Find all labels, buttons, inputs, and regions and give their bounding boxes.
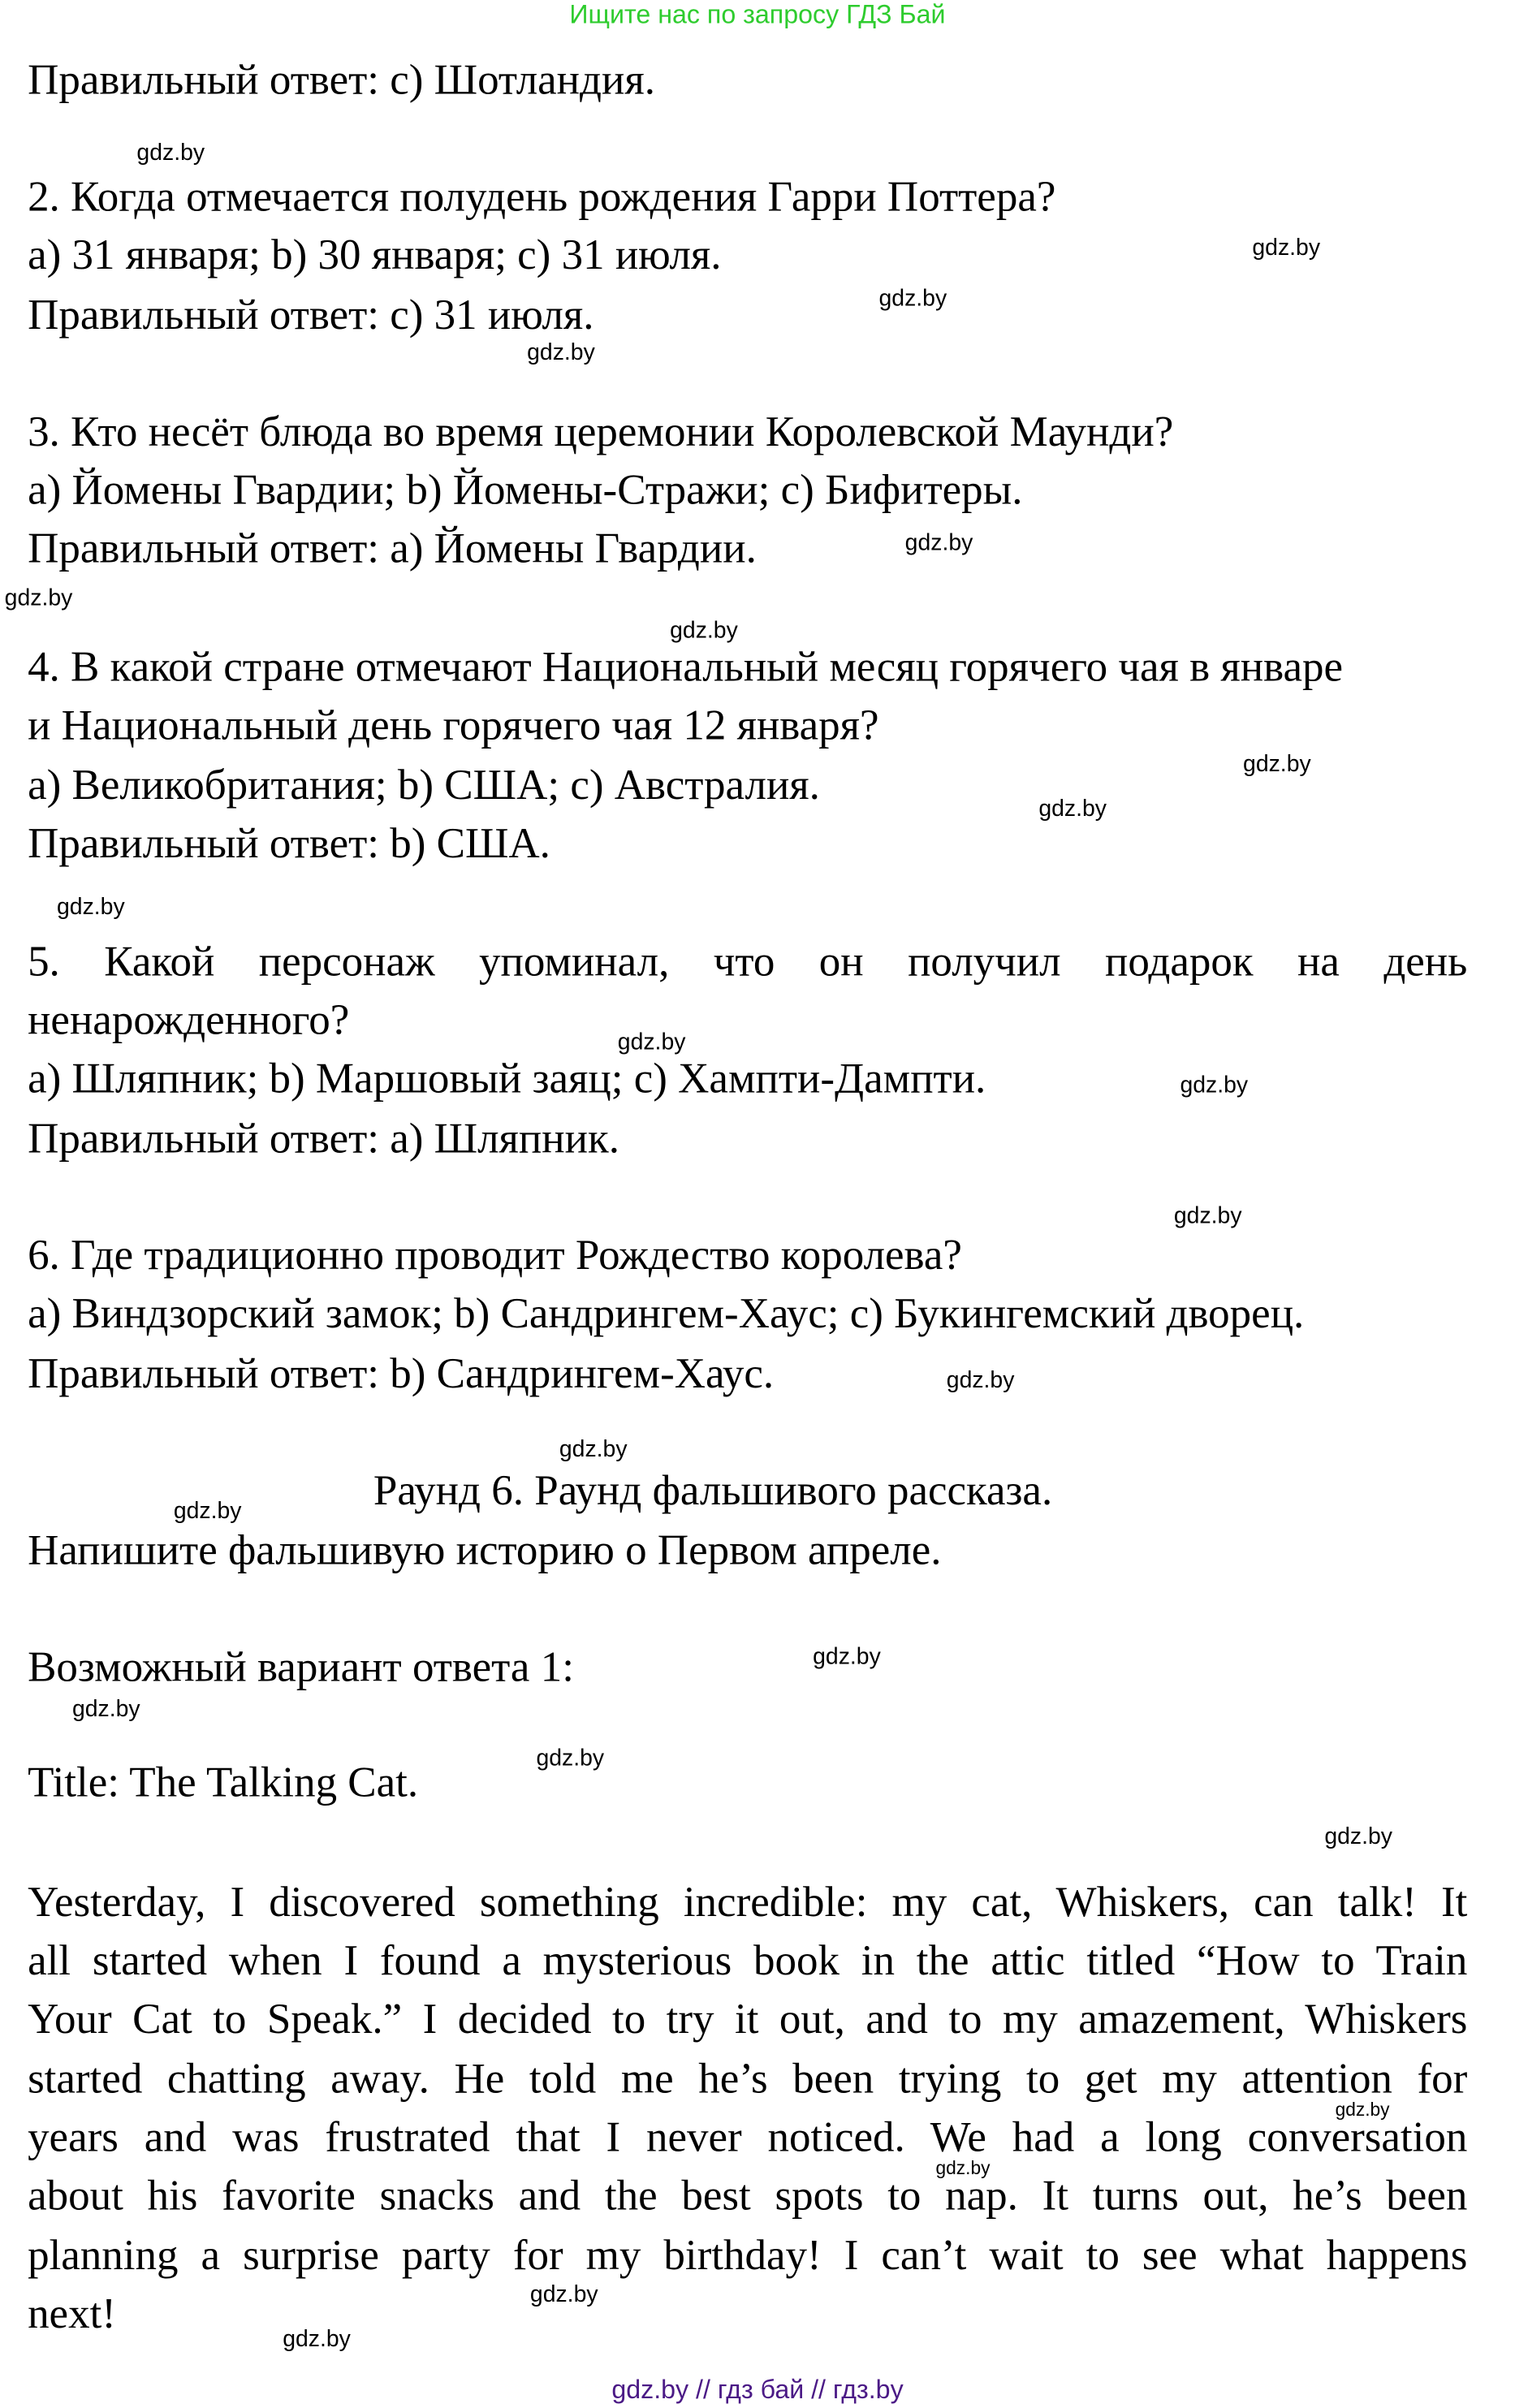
question-6: 6. Где традиционно проводит Рождество королева? xyxy=(28,1232,962,1280)
story-line: all started when I found a mysterious book in the attic titled “How to Train xyxy=(28,1937,1468,1986)
watermark: gdz.by xyxy=(1173,1202,1242,1229)
question-2: 2. Когда отмечается полудень рождения Гарри Поттера? xyxy=(28,173,1056,222)
story-line: planning a surprise party for my birthday! I can’t wait to see what happens xyxy=(28,2232,1468,2281)
watermark: gdz.by xyxy=(670,617,738,644)
story-title: Title: The Talking Cat. xyxy=(28,1759,419,1807)
watermark: gdz.by xyxy=(904,529,973,557)
watermark: gdz.by xyxy=(71,1696,140,1723)
watermark: gdz.by xyxy=(4,585,73,612)
story-line: about his favorite snacks and the best spots to nap. It turns out, he’s been xyxy=(28,2172,1468,2220)
question-5-line-1: 5. Какой персонаж упоминал, что он получил подарок на день xyxy=(28,939,1468,986)
answer-6: Правильный ответ: b) Сандрингем-Хаус. xyxy=(28,1350,775,1399)
question-4-line-1: 4. В какой стране отмечают Национальный месяц горячего чая в январе xyxy=(28,643,1344,692)
watermark: gdz.by xyxy=(1038,796,1107,822)
options-5: a) Шляпник; b) Маршовый заяц; c) Хампти-Дампти. xyxy=(28,1055,986,1103)
story-line: years and was frustrated that I never noticed. We had a long conversation xyxy=(28,2114,1468,2162)
footer-links[interactable]: gdz.by // гдз бай // гдз.by xyxy=(611,2375,904,2405)
watermark: gdz.by xyxy=(536,1745,605,1772)
watermark: gdz.by xyxy=(173,1498,242,1525)
watermark: gdz.by xyxy=(527,339,595,366)
watermark: gdz.by xyxy=(946,1367,1015,1394)
watermark: gdz.by xyxy=(1243,751,1311,778)
story-line: Your Cat to Speak.” I decided to try it out, and to my amazement, Whiskers xyxy=(28,1996,1468,2044)
options-4: a) Великобритания; b) США; c) Австралия. xyxy=(28,762,820,810)
watermark: gdz.by xyxy=(878,286,947,313)
answer-4: Правильный ответ: b) США. xyxy=(28,820,550,869)
watermark: gdz.by xyxy=(1252,235,1321,261)
answer-2: Правильный ответ: c) 31 июля. xyxy=(28,291,594,340)
question-3: 3. Кто несёт блюда во время церемонии Королевской Маунди? xyxy=(28,408,1174,457)
answer-1: Правильный ответ: c) Шотландия. xyxy=(28,57,655,105)
answer-5: Правильный ответ: a) Шляпник. xyxy=(28,1115,619,1163)
options-6: a) Виндзорский замок; b) Сандрингем-Хаус; c) Букингемский дворец. xyxy=(28,1290,1305,1339)
watermark: gdz.by xyxy=(1324,1823,1392,1850)
answer-3: Правильный ответ: a) Йомены Гвардии. xyxy=(28,525,757,573)
watermark: gdz.by xyxy=(1180,1072,1249,1099)
story-line: started chatting away. He told me he’s been trying to get my attention for xyxy=(28,2056,1468,2104)
options-3: a) Йомены Гвардии; b) Йомены-Стражи; c) Бифитеры. xyxy=(28,467,1023,515)
watermark: gdz.by xyxy=(813,1643,881,1671)
question-4-line-2: и Национальный день горячего чая 12 января? xyxy=(28,701,879,750)
search-banner[interactable]: Ищите нас по запросу ГДЗ Бай xyxy=(569,0,946,29)
watermark: gdz.by xyxy=(283,2326,351,2353)
options-2: a) 31 января; b) 30 января; c) 31 июля. xyxy=(28,231,722,280)
watermark: gdz.by xyxy=(617,1029,686,1056)
watermark: gdz.by xyxy=(935,2156,991,2178)
round-heading: Раунд 6. Раунд фальшивого рассказа. xyxy=(373,1467,1053,1516)
watermark: gdz.by xyxy=(57,894,125,921)
watermark: gdz.by xyxy=(559,1436,628,1463)
watermark: gdz.by xyxy=(136,140,205,166)
story-line: next! xyxy=(28,2290,116,2339)
task-text: Напишите фальшивую историю о Первом апреле. xyxy=(28,1527,942,1575)
watermark: gdz.by xyxy=(1335,2098,1390,2120)
watermark: gdz.by xyxy=(529,2281,598,2308)
question-5-line-2: ненарожденного? xyxy=(28,997,350,1045)
story-line: Yesterday, I discovered something incredible: my cat, Whiskers, can talk! It xyxy=(28,1879,1468,1927)
answer-variant-label: Возможный вариант ответа 1: xyxy=(28,1643,574,1692)
